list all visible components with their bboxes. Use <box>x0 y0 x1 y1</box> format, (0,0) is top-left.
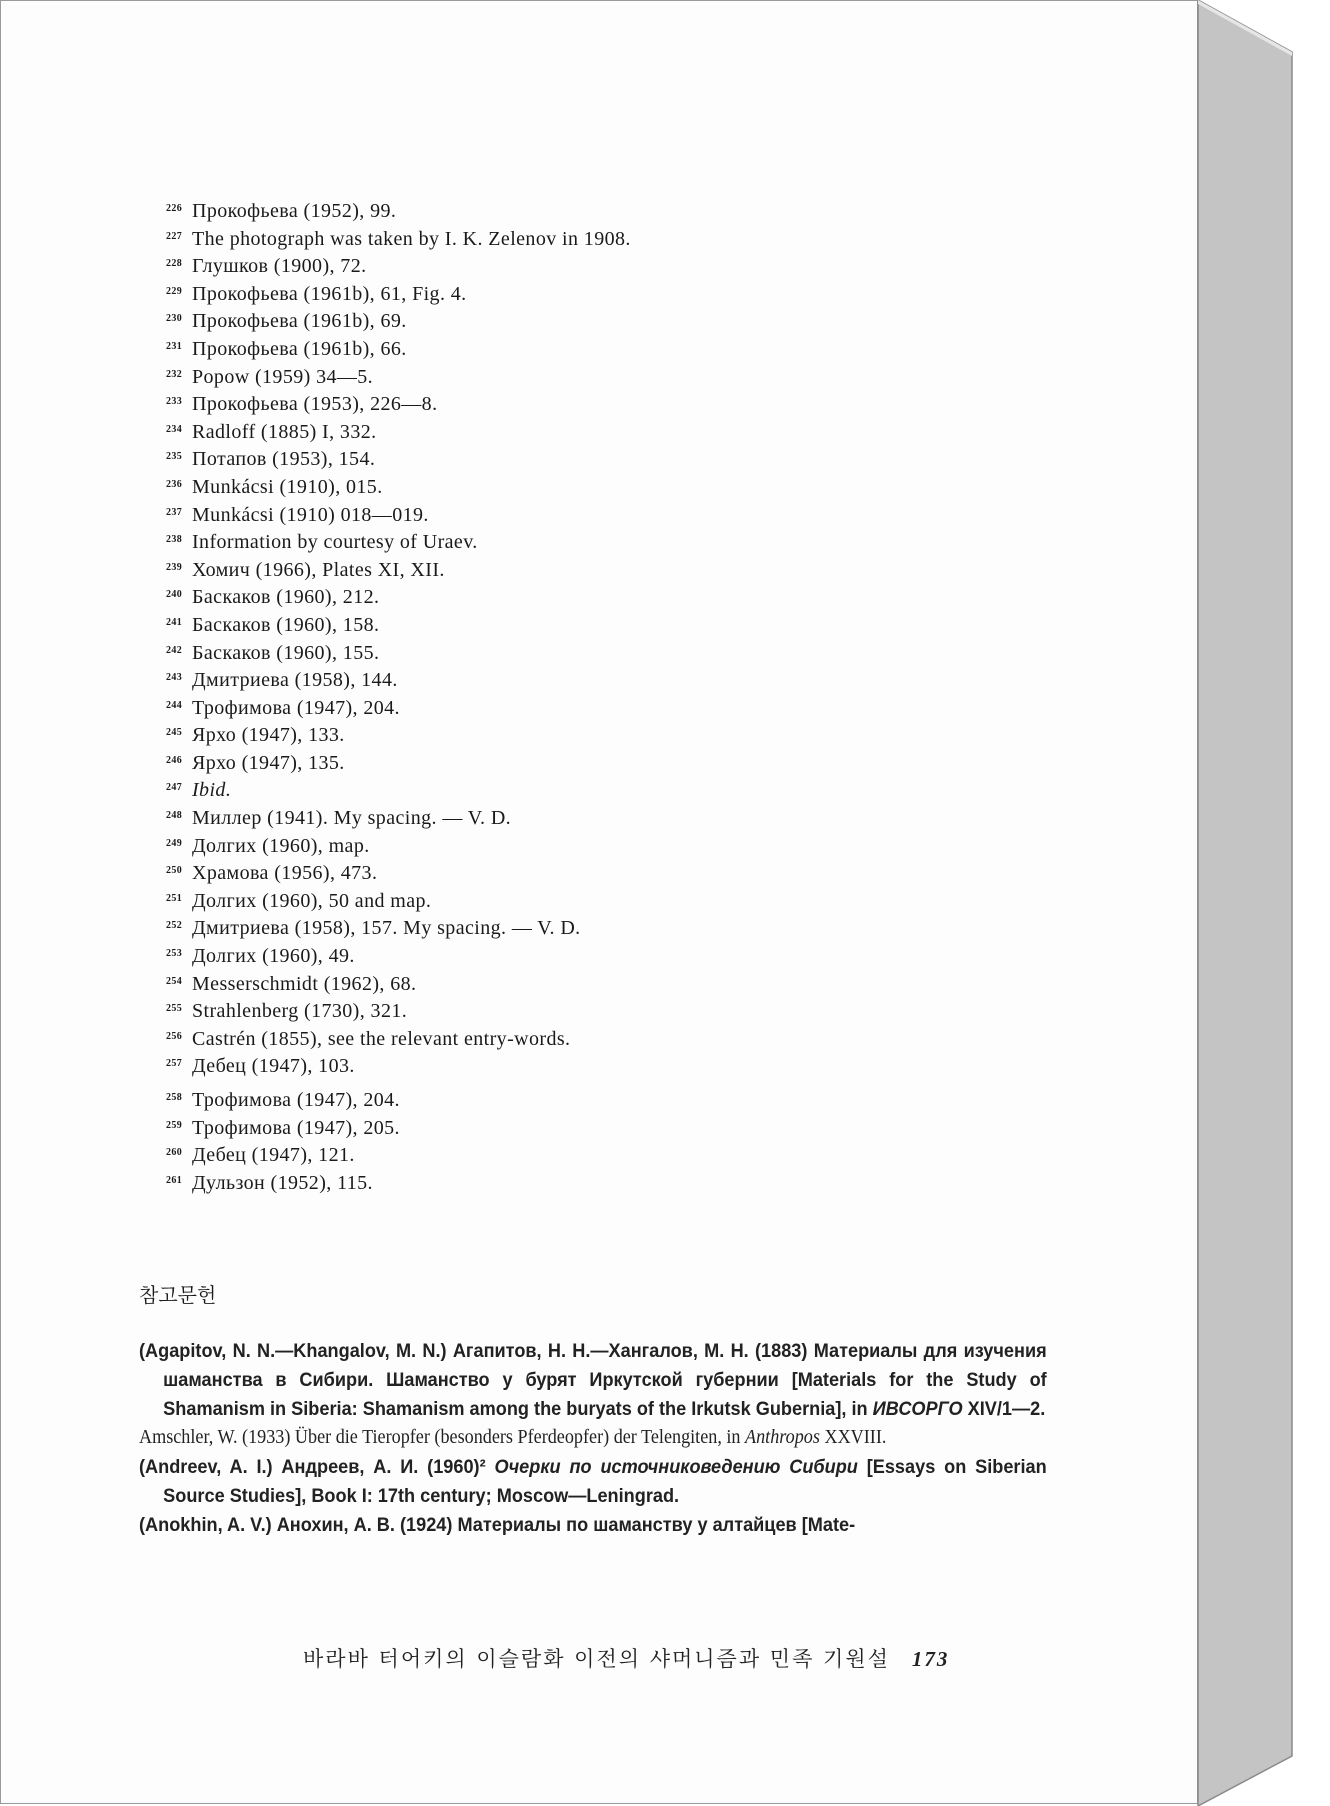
footnote-text: Popow (1959) 34—5. <box>192 365 374 388</box>
footnote-text: Дульзон (1952), 115. <box>192 1171 373 1194</box>
footnote-text: Дебец (1947), 121. <box>192 1144 355 1167</box>
footnote-text: Трофимова (1947), 204. <box>192 1089 400 1111</box>
footnote-text: Дмитриева (1958), 157. My spacing. — V. D. <box>192 917 581 940</box>
footnote-number: 245 <box>166 727 183 739</box>
footnote-text: Прокофьева (1961b), 66. <box>192 337 407 360</box>
footnote <box>166 940 631 968</box>
footnote <box>166 526 631 554</box>
footnote-number: 226 <box>166 203 183 214</box>
footnote <box>166 719 631 747</box>
footnote-text: Миллер (1941). My spacing. — V. D. <box>192 807 512 830</box>
footnote-number: 261 <box>166 1174 183 1186</box>
footnote-number: 241 <box>166 616 183 628</box>
footnote-text: Долгих (1960), 50 and map. <box>192 889 432 912</box>
footnote-number: 232 <box>166 368 183 380</box>
footnote-number: 239 <box>166 561 183 573</box>
footnote <box>166 1139 631 1167</box>
footnote <box>166 278 631 306</box>
running-title: 바라바 터어키의 이슬람화 이전의 샤머니즘과 민족 기원설 <box>303 1647 890 1671</box>
footnote <box>166 1050 631 1078</box>
footnote-text: Прокофьева (1961b), 61, Fig. 4. <box>192 282 467 305</box>
footnote-number: 229 <box>166 285 183 297</box>
reference-text: (Agapitov, N. N.—Khangalov, M. N.) Агапитов, Н. Н.—Хангалов, М. Н. (1883) Материалы для изучения шаманства в Сибири. Шаманство у бурят Иркутской губернии [Materials for the Study of Shamanism in Siberia: Shamanism among the buryats of the Irkutsk Gubernia], in <box>139 1340 1047 1420</box>
footnote-number: 259 <box>166 1119 183 1131</box>
footnote-number: 249 <box>166 837 183 849</box>
footnote-number: 237 <box>166 506 183 518</box>
footnote <box>166 361 631 389</box>
footnote <box>166 802 631 830</box>
footnote-number: 248 <box>166 810 183 822</box>
footnote-text: Баскаков (1960), 155. <box>192 641 380 664</box>
footnote <box>166 995 631 1023</box>
footnote-number: 231 <box>166 340 183 352</box>
footnote-text: Radloff (1885) I, 332. <box>192 420 377 443</box>
references-list <box>139 1337 1047 1540</box>
footnote-number: 246 <box>166 754 183 766</box>
footnote <box>166 581 631 609</box>
footnote-text: Потапов (1953), 154. <box>192 448 376 471</box>
footnote-text: Ibid. <box>192 779 232 802</box>
footnote-number: 257 <box>166 1058 183 1070</box>
reference-title-italic: Очерки по источниковедению Сибири <box>494 1456 858 1479</box>
reference-entry <box>139 1337 1047 1423</box>
reference-text: (Andreev, A. I.) Андреев, А. И. (1960)² <box>139 1456 495 1479</box>
footnote-number: 255 <box>166 1003 183 1015</box>
footnote-number: 234 <box>166 423 183 435</box>
footnote <box>166 388 631 416</box>
footnote-number: 240 <box>166 589 183 601</box>
footnote-text: Долгих (1960), 49. <box>192 945 355 968</box>
footnote <box>166 250 631 278</box>
footnote-text: Information by courtesy of Uraev. <box>192 531 478 554</box>
reference-title-italic: ИВСОРГО <box>872 1397 963 1420</box>
reference-entry <box>139 1423 1047 1453</box>
footnote-text: The photograph was taken by I. K. Zelenov in 1908. <box>192 227 631 250</box>
footnote-number: 247 <box>166 782 183 794</box>
footnote-number: 230 <box>166 313 183 325</box>
footnote-number: 256 <box>166 1030 183 1042</box>
footnote <box>166 416 631 444</box>
footnote <box>166 305 631 333</box>
footnote <box>166 830 631 858</box>
footnote-number: 242 <box>166 644 183 656</box>
footnote <box>166 333 631 361</box>
footnote <box>166 443 631 471</box>
footnote-text: Хомич (1966), Plates XI, XII. <box>192 558 445 581</box>
footnote <box>166 554 631 582</box>
reference-title-italic: Anthropos <box>745 1427 820 1449</box>
footnote <box>166 1084 631 1112</box>
footnote-text: Трофимова (1947), 204. <box>192 696 400 719</box>
footnote <box>166 1112 631 1140</box>
footnote-text: Трофимова (1947), 205. <box>192 1116 400 1139</box>
reference-text: [Essays on Siberian Source Studies], Book I: 17th century; Moscow—Leningrad. <box>163 1456 1047 1507</box>
footnote <box>166 471 631 499</box>
footnote-number: 238 <box>166 534 183 546</box>
footnote-number: 235 <box>166 451 183 463</box>
footnote-number: 236 <box>166 478 183 490</box>
footnote-number: 227 <box>166 230 183 242</box>
references-heading: 참고문헌 <box>139 1283 217 1307</box>
reference-text: XXVIII. <box>819 1427 887 1449</box>
footnote-text: Глушков (1900), 72. <box>192 255 367 278</box>
footnote <box>166 499 631 527</box>
footnote-number: 254 <box>166 975 183 987</box>
footnote-text: Strahlenberg (1730), 321. <box>192 1000 408 1023</box>
footnote-text: Дмитриева (1958), 144. <box>192 669 398 692</box>
footnote <box>166 692 631 720</box>
footnote <box>166 637 631 665</box>
footnote-text: Ярхо (1947), 135. <box>192 751 345 774</box>
footnote <box>166 747 631 775</box>
reference-text: Amschler, W. (1933) Über die Tieropfer (besonders Pferdeopfer) der Telengiten, in <box>139 1427 746 1449</box>
footnote-number: 251 <box>166 892 183 904</box>
footnote <box>166 912 631 940</box>
footnote-text: Баскаков (1960), 158. <box>192 613 380 636</box>
footnote-text: Дебец (1947), 103. <box>192 1055 355 1078</box>
reference-text: XIV/1—2. <box>962 1397 1046 1420</box>
footnote-text: Прокофьева (1961b), 69. <box>192 310 407 333</box>
footnote <box>166 609 631 637</box>
footnote-text: Munkácsi (1910) 018—019. <box>192 503 429 526</box>
footnotes-list <box>166 195 631 1194</box>
footnote-text: Ярхо (1947), 133. <box>192 724 345 747</box>
footnote <box>166 223 631 251</box>
footnote-text: Долгих (1960), map. <box>192 834 370 857</box>
footnote-text: Messerschmidt (1962), 68. <box>192 972 417 995</box>
footnote-number: 253 <box>166 948 183 960</box>
footnote-text: Castrén (1855), see the relevant entry-words. <box>192 1027 571 1050</box>
footnote-text: Прокофьева (1953), 226—8. <box>192 393 438 416</box>
footnote-text: Прокофьева (1952), 99. <box>192 200 397 222</box>
reference-entry <box>139 1511 1047 1540</box>
reference-text: (Anokhin, A. V.) Анохин, А. В. (1924) Материалы по шаманству у алтайцев [Mate- <box>139 1513 856 1536</box>
footnote <box>166 664 631 692</box>
footnote-number: 228 <box>166 258 183 270</box>
page-number: 173 <box>911 1647 950 1671</box>
page-footer <box>303 1643 949 1673</box>
footnote-number: 252 <box>166 920 183 932</box>
footnote-number: 243 <box>166 672 183 684</box>
footnote <box>166 195 631 223</box>
footnote-text: Баскаков (1960), 212. <box>192 586 380 609</box>
footnote-number: 258 <box>166 1092 183 1103</box>
footnote-text: Храмова (1956), 473. <box>192 862 378 885</box>
footnote-number: 250 <box>166 865 183 877</box>
footnote-number: 260 <box>166 1147 183 1159</box>
footnote-text: Munkácsi (1910), 015. <box>192 475 383 498</box>
footnote <box>166 1167 631 1195</box>
footnote <box>166 857 631 885</box>
footnote <box>166 1023 631 1051</box>
footnote <box>166 885 631 913</box>
footnote <box>166 774 631 802</box>
reference-entry <box>139 1453 1047 1511</box>
footnote <box>166 968 631 996</box>
footnote-number: 233 <box>166 396 183 408</box>
footnote-number: 244 <box>166 699 183 711</box>
